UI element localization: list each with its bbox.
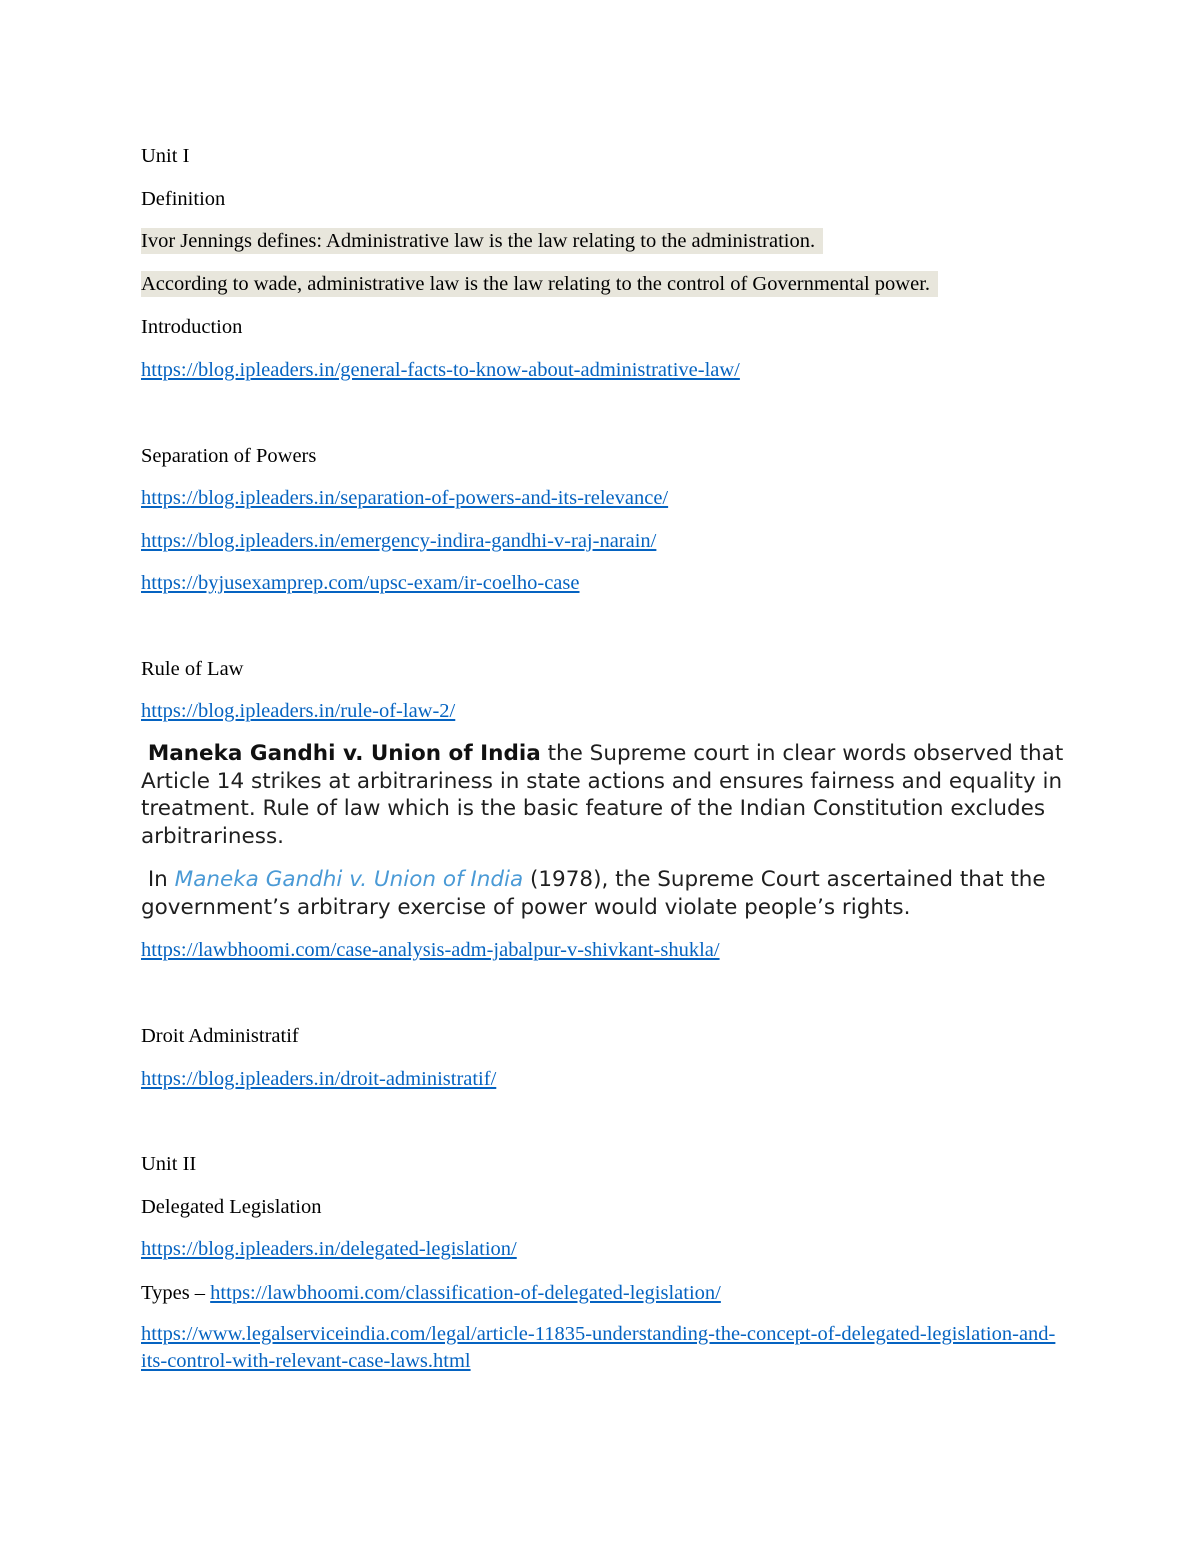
maneka-case-link[interactable]: Maneka Gandhi v. Union of India bbox=[174, 867, 524, 892]
rule-of-law-heading: Rule of Law bbox=[141, 658, 244, 680]
maneka-paragraph-2-text: (1978), the Supreme Court ascertained that the government’s arbitrary exercise of power would violate people’s rights. bbox=[141, 867, 1046, 920]
types-line bbox=[141, 1279, 721, 1307]
droit-link[interactable]: https://blog.ipleaders.in/droit-administratif/ bbox=[141, 1068, 497, 1090]
maneka-case-name: Maneka Gandhi v. Union of India bbox=[147, 741, 541, 766]
legalservice-link[interactable]: https://www.legalserviceindia.com/legal/article-11835-understanding-the-concept-of-delegated-legislation-and-its-control-with-relevant-case-laws.html bbox=[141, 1323, 1056, 1372]
separation-link-line-2 bbox=[141, 527, 656, 555]
introduction-heading: Introduction bbox=[141, 316, 243, 338]
separation-heading: Separation of Powers bbox=[141, 445, 317, 467]
highlighted-text: According to wade, administrative law is the law relating to the control of Governmental power. bbox=[141, 271, 938, 297]
introduction-link-line bbox=[141, 356, 740, 384]
legalservice-link-line bbox=[141, 1321, 1061, 1375]
delegated-link[interactable]: https://blog.ipleaders.in/delegated-legislation/ bbox=[141, 1238, 517, 1260]
adm-link-line bbox=[141, 936, 720, 964]
definition-wade bbox=[141, 270, 938, 298]
separation-link-line-3 bbox=[141, 569, 580, 597]
rule-of-law-link[interactable]: https://blog.ipleaders.in/rule-of-law-2/ bbox=[141, 700, 456, 722]
separation-link-3[interactable]: https://byjusexamprep.com/upsc-exam/ir-coelho-case bbox=[141, 572, 580, 594]
droit-link-line bbox=[141, 1065, 496, 1093]
maneka-paragraph-text: the Supreme court in clear words observed that Article 14 strikes at arbitrariness in state actions and ensures fairness and equality in treatment. Rule of law which is the basic feature of the Indian Constitution excludes arbitrariness. bbox=[141, 741, 1064, 849]
definition-heading: Definition bbox=[141, 188, 226, 210]
maneka-paragraph bbox=[141, 740, 1071, 850]
unit-1-title: Unit I bbox=[141, 145, 190, 167]
separation-link-2[interactable]: https://blog.ipleaders.in/emergency-indira-gandhi-v-raj-narain/ bbox=[141, 530, 657, 552]
unit-2-title: Unit II bbox=[141, 1153, 197, 1175]
maneka-paragraph-2 bbox=[141, 866, 1071, 921]
maneka-prefix: In bbox=[147, 867, 175, 892]
adm-jabalpur-link[interactable]: https://lawbhoomi.com/case-analysis-adm-jabalpur-v-shivkant-shukla/ bbox=[141, 939, 720, 961]
separation-link-line-1 bbox=[141, 484, 668, 512]
delegated-link-line bbox=[141, 1235, 517, 1263]
types-label: Types – bbox=[141, 1282, 211, 1304]
introduction-link[interactable]: https://blog.ipleaders.in/general-facts-to-know-about-administrative-law/ bbox=[141, 359, 740, 381]
separation-link-1[interactable]: https://blog.ipleaders.in/separation-of-powers-and-its-relevance/ bbox=[141, 487, 669, 509]
delegated-heading: Delegated Legislation bbox=[141, 1196, 322, 1218]
definition-jennings bbox=[141, 227, 823, 255]
types-link[interactable]: https://lawbhoomi.com/classification-of-delegated-legislation/ bbox=[210, 1282, 721, 1304]
rule-of-law-link-line bbox=[141, 697, 455, 725]
droit-heading: Droit Administratif bbox=[141, 1025, 299, 1047]
highlighted-text: Ivor Jennings defines: Administrative law is the law relating to the administration. bbox=[141, 228, 823, 254]
